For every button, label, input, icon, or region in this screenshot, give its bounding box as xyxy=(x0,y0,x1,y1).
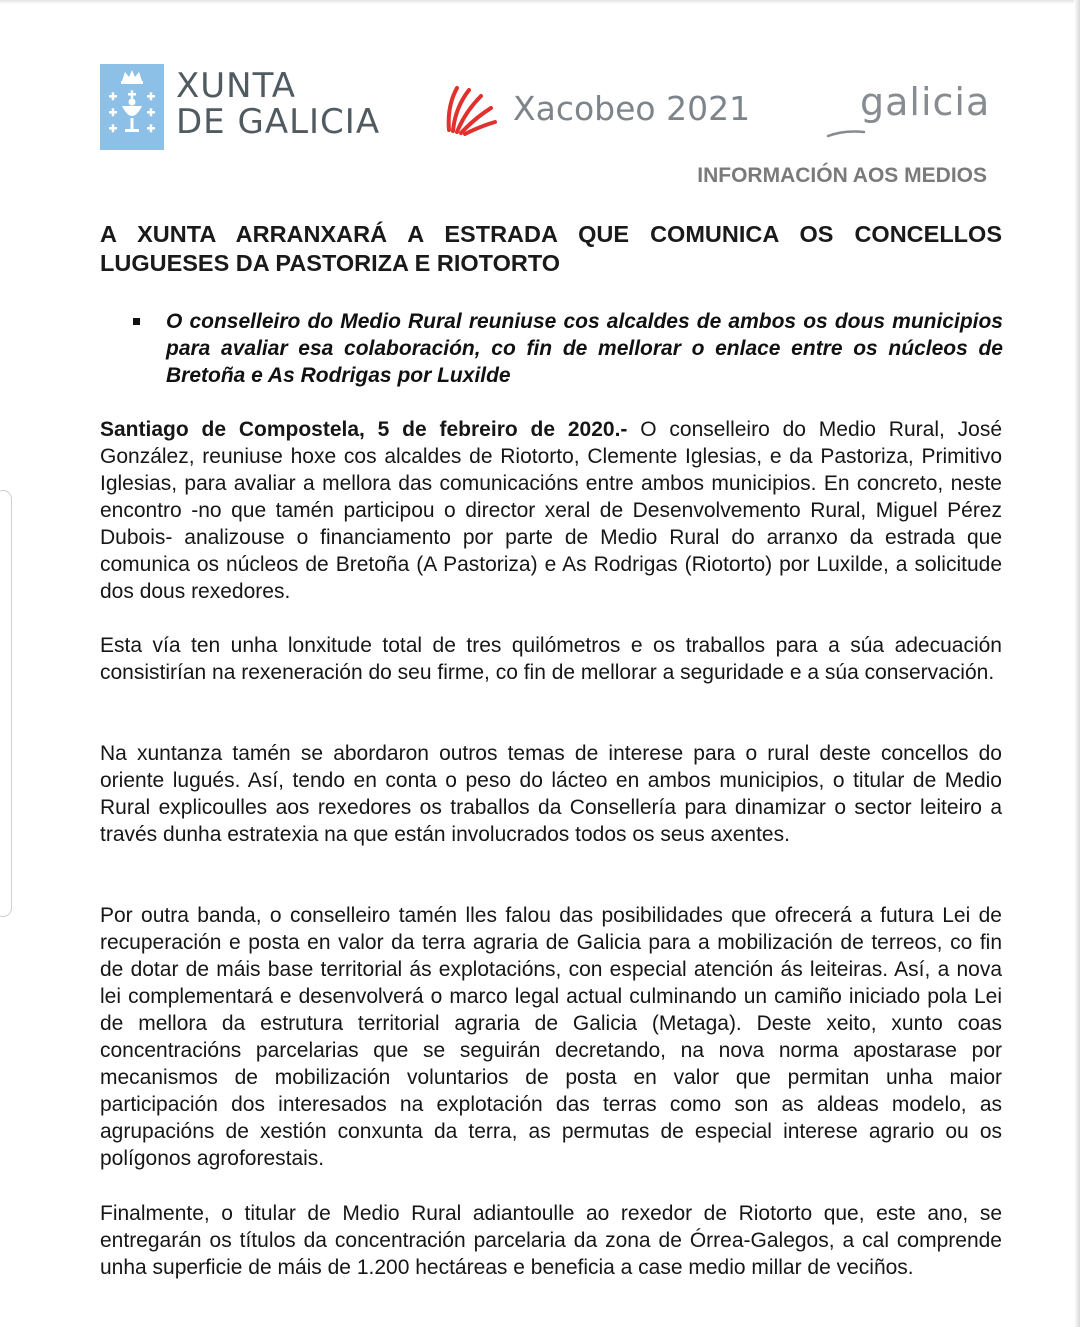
summary-bullet-item xyxy=(133,308,1003,389)
galicia-tourism-logo xyxy=(824,78,994,142)
side-drawer-handle[interactable] xyxy=(0,490,12,917)
scallop-shell-icon xyxy=(443,80,499,136)
xunta-logo-wordmark xyxy=(176,68,380,140)
galicia-coat-of-arms-icon xyxy=(100,64,164,150)
xunta-de-galicia-logo xyxy=(100,64,380,150)
xacobeo-wordmark: Xacobeo 2021 xyxy=(513,88,751,128)
xunta-logo-line2: DE GALICIA xyxy=(176,102,381,142)
body-paragraph-5: Finalmente, o titular de Medio Rural adiantoulle ao rexedor de Riotorto que, este ano, se entregarán os títulos da concentración parcelaria da zona de Órrea-Galegos, a cal comprende unha superficie de máis de 1.200 hectáreas e beneficia a case medio millar de veciños. xyxy=(100,1202,1002,1279)
body-paragraph-1-text: O conselleiro do Medio Rural, José González, reuniuse hoxe cos alcaldes de Riotorto, Clemente Iglesias, e da Pastoriza, Primitivo Iglesias, para avaliar a mellora das comunicacións entre ambos municipios. En concreto, neste encontro -no que tamén participou o director xeral de Desenvolvemento Rural, Miguel Pérez Dubois- analizouse o financiamento por parte de Medio Rural do arranxo da estrada que comunica os núcleos de Bretoña (A Pastoriza) e As Rodrigas (Riotorto) por Luxilde, a solicitude dos dous rexedores. xyxy=(100,418,1002,603)
dateline: Santiago de Compostela, 5 de febreiro de 2020.- xyxy=(100,418,628,441)
media-information-label: INFORMACIÓN AOS MEDIOS xyxy=(697,164,987,187)
page-right-edge xyxy=(1074,0,1080,1327)
body-paragraph-4: Por outra banda, o conselleiro tamén lles falou das posibilidades que ofrecerá a futura Lei de recuperación e posta en valor da terra agraria de Galicia para a mobilización de terreos, co fin de dotar de máis base territorial ás explotacións, con especial atención ás leiteiras. Así, a nova lei complementará e desenvolverá o marco legal actual culminando un camiño iniciado pola Lei de mellora da estrutura territorial agraria de Galicia (Metaga). Deste xeito, xunto coas concentracións parcelarias que se seguirán decretando, na nova norma apostarase por mecanismos de mobilización voluntarios de posta en valor que permitan unha maior participación dos interesados na explotación das terras como son as aldeas modelo, as agrupacións de xestión conxunta da terra, as permutas de especial interese agrario ou os polígonos agroforestais. xyxy=(100,904,1002,1170)
galicia-wordmark: galicia xyxy=(860,80,991,124)
body-paragraph-1 xyxy=(100,416,1002,605)
xacobeo-2021-logo xyxy=(443,80,750,136)
summary-text: O conselleiro do Medio Rural reuniuse cos alcaldes de ambos os dous municipios para avaliar esa colaboración, co fin de mellorar o enlace entre os núcleos de Bretoña e As Rodrigas por Luxilde xyxy=(166,310,1003,387)
press-release-headline: A XUNTA ARRANXARÁ A ESTRADA QUE COMUNICA OS CONCELLOS LUGUESES DA PASTORIZA E RIOTORTO xyxy=(100,221,1002,276)
body-paragraph-3: Na xuntanza tamén se abordaron outros temas de interese para o rural deste concellos do oriente lugués. Así, tendo en conta o peso do lácteo en ambos municipios, o titular de Medio Rural explicoulles aos rexedores os traballos da Consellería para dinamizar o sector leiteiro a través dunha estratexia na que están involucrados todos os seus axentes. xyxy=(100,742,1002,846)
page-top-edge xyxy=(0,0,1080,4)
xunta-logo-line1: XUNTA xyxy=(176,66,296,106)
body-paragraph-2: Esta vía ten unha lonxitude total de tres quilómetros e os traballos para a súa adecuación consistirían na rexeneración do seu firme, co fin de mellorar a seguridade e a súa conservación. xyxy=(100,634,1002,684)
square-bullet-icon xyxy=(133,318,140,325)
